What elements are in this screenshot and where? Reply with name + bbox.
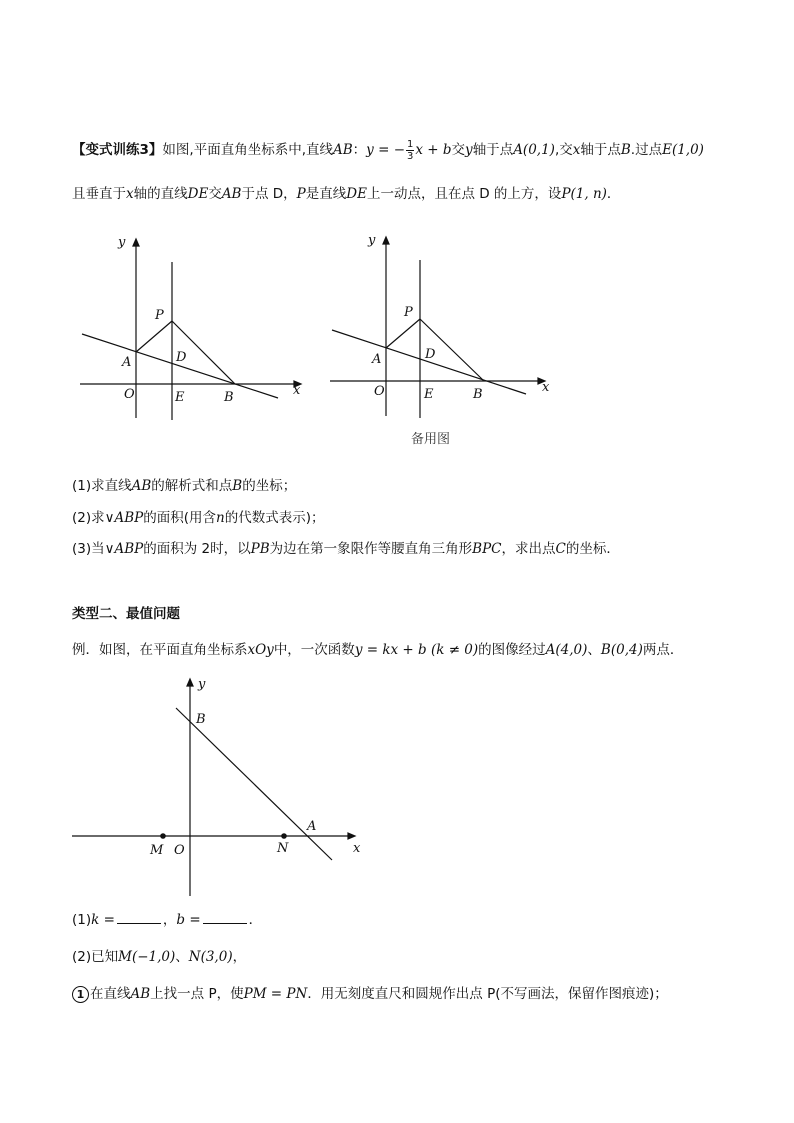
text: 、	[587, 642, 601, 658]
problem3-line1	[72, 138, 704, 162]
figure-caption: 备用图	[411, 432, 451, 447]
line-ab	[82, 334, 278, 398]
text: 为边在第一象限作等腰直角三角形	[269, 541, 473, 557]
text: (1)求直线	[72, 478, 132, 494]
point-n	[281, 833, 287, 839]
text: .过点	[630, 142, 663, 158]
problem3-line2	[72, 182, 620, 202]
math: k =	[91, 912, 115, 928]
math: ∨ABP	[104, 510, 144, 526]
math: AB	[221, 186, 242, 202]
segment-ap	[386, 319, 420, 348]
point-m	[160, 833, 166, 839]
text: 的面积(用含	[143, 510, 217, 526]
text: ,交	[554, 142, 573, 158]
math: B(0,4)	[600, 642, 643, 658]
text: (2)已知	[72, 949, 119, 965]
math: DE	[346, 186, 367, 202]
text: 上找一点 P，使	[150, 986, 244, 1002]
equation: y = −	[366, 142, 406, 158]
math: ∨ABP	[104, 541, 144, 557]
label-o: O	[374, 384, 385, 399]
fraction	[406, 139, 414, 162]
text: 的面积为 2时，以	[143, 541, 251, 557]
math: E(1,0)	[662, 142, 704, 158]
x-arrow-icon	[348, 833, 355, 839]
text: 的解析式和点	[151, 478, 233, 494]
math: n	[216, 510, 225, 526]
text: 在直线	[90, 986, 131, 1002]
label-p: P	[404, 305, 413, 320]
text: 的坐标；	[242, 478, 297, 494]
math: B	[232, 478, 243, 494]
math: P	[296, 186, 306, 202]
label-o: O	[124, 387, 135, 402]
math: BPC	[472, 541, 502, 557]
problem3-tag: 【变式训练3】	[72, 142, 163, 158]
math: P(1, n)	[561, 186, 607, 202]
example-question-2-1	[72, 982, 668, 1003]
question-1	[72, 474, 296, 494]
label-a: A	[307, 819, 317, 834]
math: A(4,0)	[545, 642, 588, 658]
text: (3)当	[72, 541, 105, 557]
label-y: y	[198, 677, 206, 692]
label-b: B	[196, 712, 206, 727]
label-y: y	[368, 233, 376, 248]
example-statement	[72, 638, 683, 658]
text: 于点 D，	[241, 186, 297, 202]
question-3	[72, 537, 620, 557]
label-x: x	[293, 383, 301, 398]
text: 、	[175, 949, 189, 965]
math: AB	[130, 986, 151, 1002]
figure-main	[72, 228, 312, 424]
text: 如图,平面直角坐标系中,直线	[162, 142, 333, 158]
label-a: A	[372, 352, 382, 367]
circled-number-icon: 1	[72, 986, 89, 1003]
fraction-num: 1	[407, 138, 414, 150]
text: 的图像经过	[478, 642, 546, 658]
text: 轴于点	[580, 142, 621, 158]
label-n: N	[277, 841, 289, 856]
label-x: x	[353, 841, 361, 856]
equation: x + b	[415, 142, 452, 158]
segment-ap	[136, 321, 172, 352]
label-e: E	[175, 390, 185, 405]
math: AB	[333, 142, 353, 158]
math: DE	[187, 186, 209, 202]
text: ．用无刻度直尺和圆规作出点 P(不写画法，保留作图痕迹)；	[307, 986, 668, 1002]
math: M(−1,0)	[118, 949, 176, 965]
label-x: x	[542, 380, 550, 395]
text: ，求出点	[501, 541, 556, 557]
label-e: E	[424, 387, 434, 402]
label-d: D	[176, 350, 187, 365]
text: 交	[208, 186, 222, 202]
example-question-1	[72, 908, 262, 928]
answer-blank-k[interactable]	[117, 911, 161, 924]
text: 中，一次函数	[273, 642, 355, 658]
math: x	[126, 186, 134, 202]
math: A(0,1)	[513, 142, 555, 158]
math: C	[555, 541, 566, 557]
label-b: B	[224, 390, 234, 405]
figure-spare	[322, 226, 562, 422]
section-title: 类型二、最值问题	[72, 606, 180, 622]
y-arrow-icon	[383, 237, 389, 244]
text: 上一动点，且在点 D 的上方，设	[366, 186, 562, 202]
y-arrow-icon	[133, 239, 139, 246]
math: N(3,0)	[188, 949, 233, 965]
text: ，	[232, 949, 247, 965]
answer-blank-b[interactable]	[203, 911, 247, 924]
question-2	[72, 506, 325, 526]
figure-example	[70, 676, 370, 901]
math: xOy	[247, 642, 274, 658]
text: 轴的直线	[133, 186, 188, 202]
text: 轴于点	[472, 142, 514, 158]
text: 是直线	[305, 186, 347, 202]
fraction-den: 3	[407, 150, 414, 162]
math: PB	[250, 541, 270, 557]
example-question-2	[72, 945, 246, 965]
text: 交	[451, 142, 466, 158]
math: AB	[131, 478, 152, 494]
text: ．	[606, 186, 621, 202]
text: 两点．	[642, 642, 684, 658]
text: 例．如图，在平面直角坐标系	[72, 642, 248, 658]
math: x	[572, 142, 581, 158]
math: y	[465, 142, 473, 158]
y-arrow-icon	[187, 679, 193, 686]
text: (1)	[72, 912, 92, 928]
line-ab	[332, 330, 526, 394]
math: b =	[176, 912, 201, 928]
label-o: O	[174, 843, 185, 858]
label-b: B	[473, 387, 483, 402]
text: 且垂直于	[72, 186, 126, 202]
label-p: P	[155, 308, 164, 323]
math: B	[620, 142, 631, 158]
line-ab	[176, 708, 332, 860]
text: ．	[248, 912, 263, 928]
equation: y = kx + b (k ≠ 0)	[354, 642, 479, 658]
text: 的代数式表示)；	[224, 510, 325, 526]
text: ：	[352, 142, 367, 158]
label-d: D	[425, 347, 436, 362]
text: 的坐标．	[565, 541, 620, 557]
label-y: y	[118, 235, 126, 250]
text: (2)求	[72, 510, 105, 526]
text: ，	[162, 912, 177, 928]
label-a: A	[122, 355, 132, 370]
math: PM = PN	[243, 986, 308, 1002]
label-m: M	[150, 843, 164, 858]
